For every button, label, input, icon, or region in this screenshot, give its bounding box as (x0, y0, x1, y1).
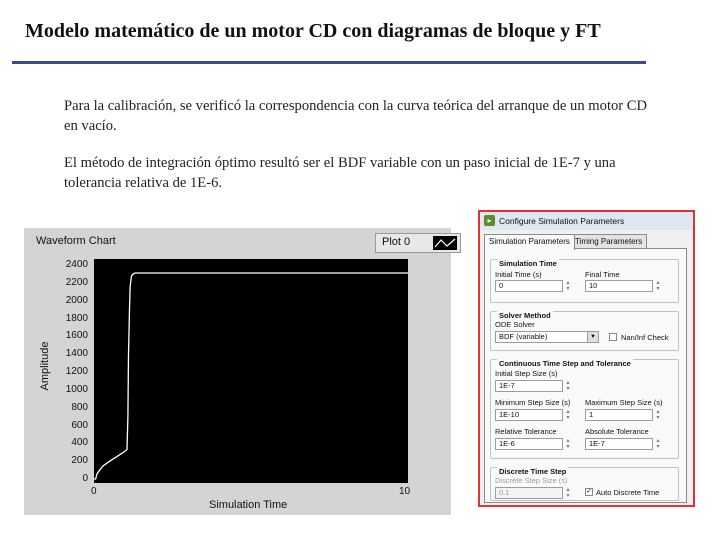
group-title: Discrete Time Step (499, 467, 567, 476)
initial-time-spinner[interactable]: ▴ ▾ (566, 280, 570, 292)
legend-line-icon (433, 236, 457, 250)
calibration-paragraph: Para la calibración, se verificó la correspondencia con la curva teórica del arranque de un motor CD en vacío. (64, 98, 648, 134)
min-step-label: Minimum Step Size (s) (495, 398, 571, 407)
waveform-chart-title: Waveform Chart (36, 235, 116, 247)
y-tick-label: 2000 (65, 294, 88, 306)
title-underline (12, 61, 646, 64)
dialog-title: Configure Simulation Parameters (499, 216, 625, 226)
naninf-checkbox[interactable] (609, 333, 617, 341)
y-tick-label: 1400 (65, 348, 88, 360)
waveform-chart (24, 228, 451, 515)
y-tick-label: 1800 (65, 312, 88, 324)
final-time-input[interactable]: 10 (585, 280, 653, 292)
max-step-input[interactable]: 1 (585, 409, 653, 421)
group-title: Simulation Time (499, 259, 557, 268)
group-title: Solver Method (499, 311, 551, 320)
final-time-spinner[interactable]: ▴ ▾ (656, 280, 660, 292)
y-tick-label: 0 (82, 473, 88, 484)
initial-step-label: Initial Step Size (s) (495, 369, 558, 378)
dialog-titlebar[interactable] (480, 212, 693, 230)
discrete-step-spinner[interactable]: ▴ ▾ (566, 487, 570, 499)
discrete-time-group (490, 467, 679, 501)
x-tick-label: 0 (91, 486, 97, 497)
legend-label: Plot 0 (382, 236, 411, 248)
y-axis-label: Amplitude (39, 341, 51, 391)
configure-simulation-dialog (478, 210, 695, 507)
integration-method-paragraph: El método de integración óptimo resultó ser el BDF variable con un paso inicial de 1E-7 y una tolerancia relativa de 1E-6. (64, 155, 616, 191)
auto-discrete-checkbox[interactable]: ✓ (586, 488, 592, 495)
group-title: Continuous Time Step and Tolerance (499, 359, 631, 368)
discrete-step-input[interactable]: 0.1 (495, 487, 563, 499)
tab-simulation-parameters[interactable]: Simulation Parameters (484, 234, 575, 250)
y-tick-label: 1000 (65, 383, 88, 395)
initial-time-input[interactable]: 0 (495, 280, 563, 292)
x-axis-label: Simulation Time (209, 499, 288, 511)
max-step-label: Maximum Step Size (s) (585, 398, 663, 407)
max-step-spinner[interactable]: ▴ ▾ (656, 409, 660, 421)
final-time-label: Final Time (585, 270, 620, 279)
y-tick-label: 2200 (65, 276, 88, 288)
initial-time-label: Initial Time (s) (495, 270, 542, 279)
ode-solver-label: ODE Solver (495, 320, 535, 329)
slide-title: Modelo matemático de un motor CD con diagramas de bloque y FT (25, 20, 601, 42)
y-tick-label: 600 (71, 419, 88, 431)
tab-timing-parameters[interactable]: Timing Parameters (570, 234, 647, 249)
y-tick-label: 400 (71, 437, 88, 449)
continuous-time-group (490, 359, 679, 459)
absolute-tolerance-spinner[interactable]: ▴ ▾ (656, 438, 660, 450)
auto-discrete-label: Auto Discrete Time (596, 488, 660, 497)
naninf-label: Nan/Inf Check (621, 333, 669, 342)
plot-area[interactable] (94, 259, 408, 483)
relative-tolerance-input[interactable]: 1E-6 (495, 438, 563, 450)
relative-tolerance-label: Relative Tolerance (495, 427, 557, 436)
min-step-spinner[interactable]: ▴ ▾ (566, 409, 570, 421)
plot-legend[interactable] (375, 233, 461, 253)
legend-swatch (433, 236, 457, 250)
min-step-input[interactable]: 1E-10 (495, 409, 563, 421)
solver-method-group (490, 311, 679, 351)
app-icon: ▸ (484, 215, 495, 226)
absolute-tolerance-input[interactable]: 1E-7 (585, 438, 653, 450)
absolute-tolerance-label: Absolute Tolerance (585, 427, 649, 436)
relative-tolerance-spinner[interactable]: ▴ ▾ (566, 438, 570, 450)
y-tick-label: 800 (71, 401, 88, 413)
simulation-time-group (490, 259, 679, 303)
y-tick-label: 1200 (65, 366, 88, 377)
y-tick-label: 200 (71, 455, 88, 467)
y-tick-label: 2400 (65, 259, 88, 270)
x-tick-label: 10 (399, 486, 411, 497)
y-tick-label: 1600 (65, 330, 88, 342)
simulation-parameters-pane (484, 248, 687, 503)
discrete-step-label: Discrete Step Size (s) (495, 476, 568, 485)
ode-solver-select[interactable] (495, 331, 599, 343)
initial-step-spinner[interactable]: ▴ ▾ (566, 380, 570, 392)
ode-solver-value: BDF (variable) (499, 332, 548, 341)
chevron-down-icon[interactable]: ▼ (587, 332, 598, 342)
series-line-plot-0 (94, 273, 408, 479)
initial-step-input[interactable]: 1E-7 (495, 380, 563, 392)
plot-svg (94, 259, 408, 483)
